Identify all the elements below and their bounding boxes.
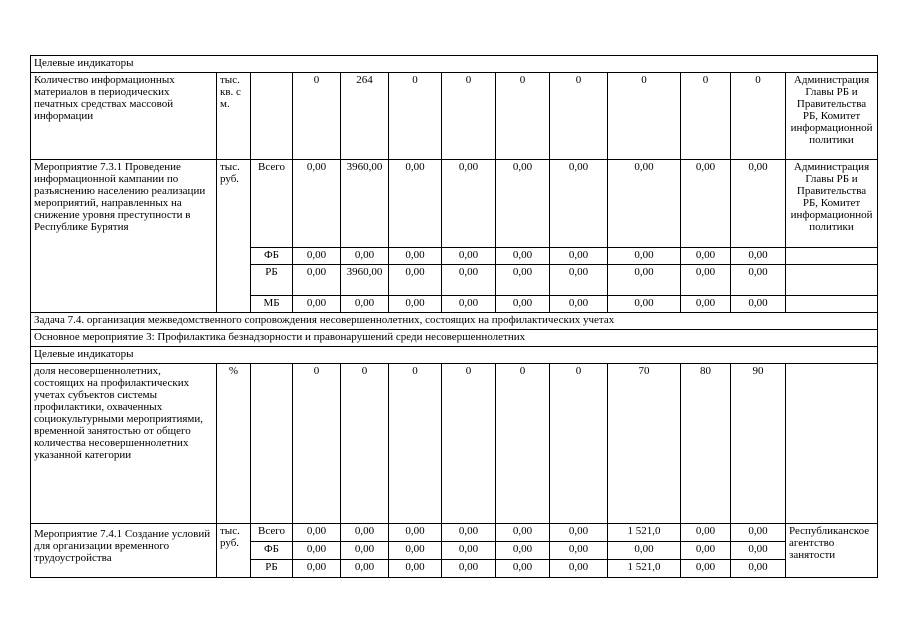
value-cell: 0,00 <box>341 296 389 313</box>
value-cell: 0,00 <box>681 560 731 578</box>
value-cell: 0,00 <box>550 560 608 578</box>
value-cell: 0,00 <box>608 296 681 313</box>
indicator-unit: % <box>217 364 251 524</box>
value-cell: 0 <box>550 364 608 524</box>
value-cell: 0,00 <box>442 248 496 265</box>
value-cell: 0 <box>341 364 389 524</box>
value-cell: 0,00 <box>731 248 786 265</box>
value-cell: 0,00 <box>389 560 442 578</box>
value-cell: 0,00 <box>731 542 786 560</box>
value-cell: 0,00 <box>293 296 341 313</box>
indicator-row <box>31 364 878 524</box>
value-cell: 0,00 <box>496 248 550 265</box>
value-cell: 1 521,0 <box>608 560 681 578</box>
value-cell: 0 <box>496 73 550 160</box>
main-measure-row <box>31 330 878 347</box>
value-cell: 0,00 <box>442 560 496 578</box>
value-cell: 0,00 <box>550 296 608 313</box>
executor-cell <box>786 248 878 265</box>
value-cell: 0,00 <box>681 296 731 313</box>
value-cell: 0,00 <box>293 265 341 296</box>
value-cell: 0,00 <box>731 560 786 578</box>
value-cell: 3960,00 <box>341 265 389 296</box>
value-cell: 0,00 <box>389 160 442 248</box>
indicator-name: Количество информационных материалов в периодических печатных средствах массовой информации <box>31 73 217 160</box>
section-header: Целевые индикаторы <box>31 347 878 364</box>
section-header-row <box>31 56 878 73</box>
indicator-source-cell <box>251 364 293 524</box>
value-cell: 0,00 <box>681 524 731 542</box>
value-cell: 0 <box>608 73 681 160</box>
value-cell: 0,00 <box>293 524 341 542</box>
value-cell: 0 <box>293 364 341 524</box>
value-cell: 0,00 <box>731 160 786 248</box>
value-cell: 0,00 <box>442 296 496 313</box>
value-cell: 0,00 <box>442 542 496 560</box>
measure-row <box>31 524 878 542</box>
section-header-row <box>31 347 878 364</box>
value-cell: 0 <box>389 364 442 524</box>
value-cell: 0,00 <box>496 560 550 578</box>
indicator-unit: тыс. кв. с м. <box>217 73 251 160</box>
value-cell: 0,00 <box>608 265 681 296</box>
executor-cell: Администрация Главы РБ и Правительства РБ, Комитет информационной политики <box>786 160 878 248</box>
funding-source: Всего <box>251 160 293 248</box>
indicator-source-cell <box>251 73 293 160</box>
value-cell: 0,00 <box>341 248 389 265</box>
value-cell: 0,00 <box>681 248 731 265</box>
executor-cell <box>786 296 878 313</box>
value-cell: 0 <box>389 73 442 160</box>
value-cell: 0,00 <box>442 524 496 542</box>
value-cell: 0,00 <box>550 248 608 265</box>
value-cell: 0,00 <box>550 265 608 296</box>
value-cell: 0,00 <box>550 542 608 560</box>
measure-row <box>31 160 878 248</box>
value-cell: 0,00 <box>389 296 442 313</box>
value-cell: 0,00 <box>731 524 786 542</box>
funding-source: Всего <box>251 524 293 542</box>
value-cell: 0,00 <box>389 248 442 265</box>
funding-source: РБ <box>251 265 293 296</box>
funding-source: ФБ <box>251 248 293 265</box>
value-cell: 1 521,0 <box>608 524 681 542</box>
value-cell: 0,00 <box>389 265 442 296</box>
value-cell: 0,00 <box>389 542 442 560</box>
value-cell: 0,00 <box>731 296 786 313</box>
value-cell: 0 <box>442 364 496 524</box>
value-cell: 0,00 <box>550 524 608 542</box>
value-cell: 0,00 <box>608 248 681 265</box>
indicator-name: доля несовершеннолетних, состоящих на профилактических учетах субъектов системы профилактики, охваченных социокультурными мероприятиями, временной занятостью от общего количества несовершеннолетних указанной категории <box>31 364 217 524</box>
value-cell: 0,00 <box>442 265 496 296</box>
value-cell: 0,00 <box>608 160 681 248</box>
value-cell: 0,00 <box>341 542 389 560</box>
value-cell: 0 <box>442 73 496 160</box>
value-cell: 70 <box>608 364 681 524</box>
value-cell: 0 <box>731 73 786 160</box>
measure-unit: тыс. руб. <box>217 160 251 313</box>
value-cell: 0,00 <box>550 160 608 248</box>
program-table <box>30 55 878 578</box>
funding-source: МБ <box>251 296 293 313</box>
section-header: Целевые индикаторы <box>31 56 878 73</box>
value-cell: 0,00 <box>496 296 550 313</box>
value-cell: 0,00 <box>681 542 731 560</box>
value-cell: 0,00 <box>341 524 389 542</box>
executor-cell <box>786 364 878 524</box>
executor-cell: Республиканское агентство занятости <box>786 524 878 578</box>
task-row <box>31 313 878 330</box>
measure-name: Мероприятие 7.4.1 Создание условий для организации временного трудоустройства <box>31 524 217 578</box>
value-cell: 0 <box>681 73 731 160</box>
value-cell: 0,00 <box>341 560 389 578</box>
indicator-row <box>31 73 878 160</box>
value-cell: 0,00 <box>293 248 341 265</box>
value-cell: 264 <box>341 73 389 160</box>
funding-source: ФБ <box>251 542 293 560</box>
value-cell: 0,00 <box>293 160 341 248</box>
value-cell: 0 <box>550 73 608 160</box>
value-cell: 0,00 <box>608 542 681 560</box>
value-cell: 0,00 <box>389 524 442 542</box>
value-cell: 0,00 <box>496 265 550 296</box>
funding-source: РБ <box>251 560 293 578</box>
value-cell: 0 <box>496 364 550 524</box>
value-cell: 0,00 <box>496 542 550 560</box>
measure-unit: тыс. руб. <box>217 524 251 578</box>
task-title: Задача 7.4. организация межведомственного сопровождения несовершеннолетних, состоящих на профилактических учетах <box>31 313 878 330</box>
value-cell: 80 <box>681 364 731 524</box>
value-cell: 90 <box>731 364 786 524</box>
value-cell: 0,00 <box>293 560 341 578</box>
value-cell: 3960,00 <box>341 160 389 248</box>
executor-cell <box>786 265 878 296</box>
value-cell: 0,00 <box>731 265 786 296</box>
value-cell: 0,00 <box>681 160 731 248</box>
executor-cell: Администрация Главы РБ и Правительства РБ, Комитет информационной политики <box>786 73 878 160</box>
measure-name: Мероприятие 7.3.1 Проведение информационной кампании по разъяснению населению реализации мероприятий, направленных на снижение уровня преступности в Республике Бурятия <box>31 160 217 313</box>
value-cell: 0,00 <box>496 524 550 542</box>
value-cell: 0,00 <box>442 160 496 248</box>
value-cell: 0 <box>293 73 341 160</box>
value-cell: 0,00 <box>681 265 731 296</box>
value-cell: 0,00 <box>293 542 341 560</box>
main-measure-title: Основное мероприятие 3: Профилактика безнадзорности и правонарушений среди несовершеннолетних <box>31 330 878 347</box>
value-cell: 0,00 <box>496 160 550 248</box>
